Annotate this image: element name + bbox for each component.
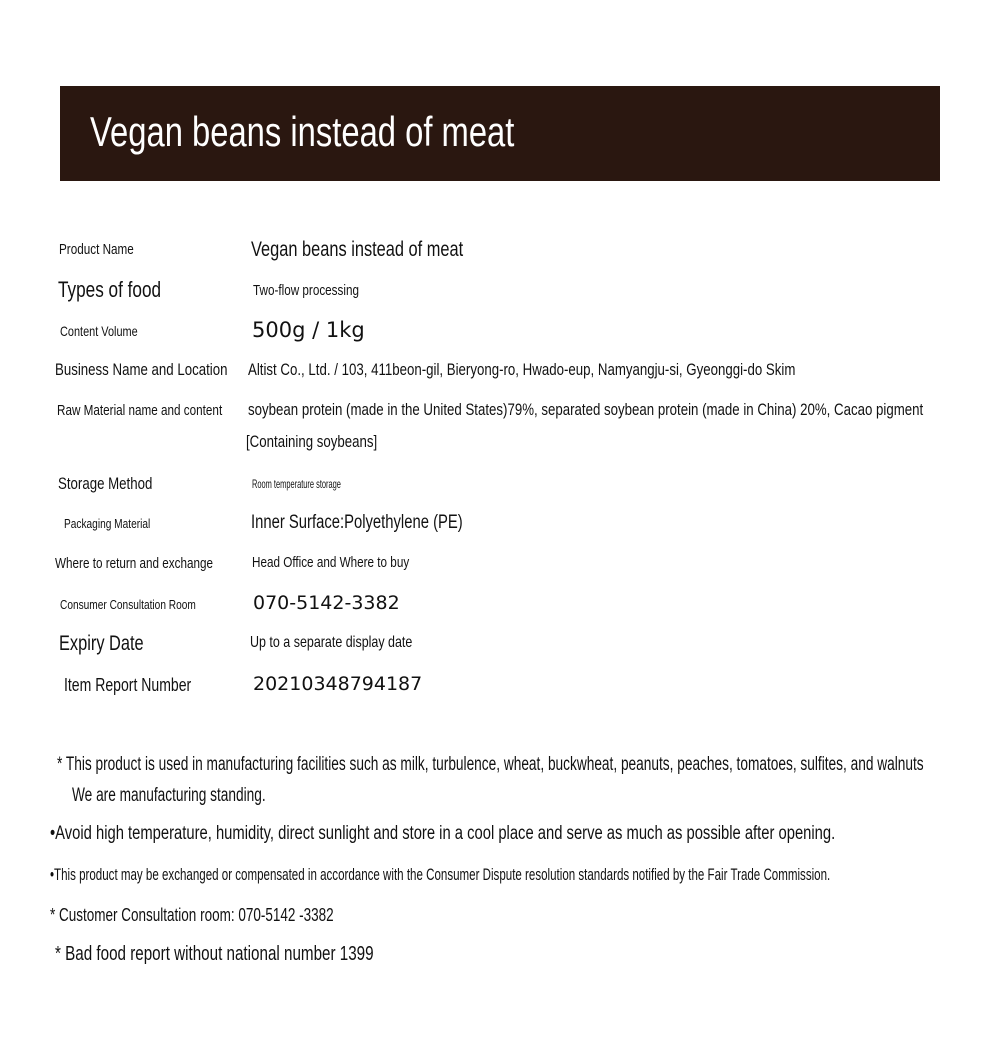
note-storage-advice: •Avoid high temperature, humidity, direct sunlight and store in a cool place and serve as much as possible after opening. xyxy=(50,823,836,844)
row-value-business-name: Altist Co., Ltd. / 103, 411beon-gil, Bieryong-ro, Hwado-eup, Namyangju-si, Gyeonggi-do Skim xyxy=(248,360,796,379)
row-label-consultation-room: Consumer Consultation Room xyxy=(60,597,196,612)
note-exchange-policy: •This product may be exchanged or compensated in accordance with the Consumer Dispute resolution standards notified by the Fair Trade Commission. xyxy=(50,865,831,884)
row-label-expiry-date: Expiry Date xyxy=(59,632,144,655)
row-value-return-exchange: Head Office and Where to buy xyxy=(252,554,410,571)
page-title: Vegan beans instead of meat xyxy=(90,108,515,155)
row-value-packaging-material: Inner Surface:Polyethylene (PE) xyxy=(251,512,463,533)
row-label-item-report-number: Item Report Number xyxy=(64,675,192,695)
note-facility-allergen: * This product is used in manufacturing facilities such as milk, turbulence, wheat, buckwheat, peanuts, peaches, tomatoes, sulfites, and walnuts xyxy=(57,754,924,775)
row-label-product-name: Product Name xyxy=(59,241,134,258)
row-value-item-report-number: 20210348794187 xyxy=(253,673,423,695)
row-value-raw-material-allergen: [Containing soybeans] xyxy=(246,432,378,451)
row-value-expiry-date: Up to a separate display date xyxy=(250,634,413,651)
note-customer-consultation: * Customer Consultation room: 070-5142 -3382 xyxy=(50,905,334,925)
row-label-business-name: Business Name and Location xyxy=(55,360,228,379)
title-banner xyxy=(60,86,940,181)
row-label-storage-method: Storage Method xyxy=(58,474,153,493)
row-value-consultation-room: 070-5142-3382 xyxy=(253,592,400,614)
row-value-product-name: Vegan beans instead of meat xyxy=(251,238,464,261)
row-value-content-volume: 500g / 1kg xyxy=(252,318,365,342)
note-facility-allergen-cont: We are manufacturing standing. xyxy=(72,785,266,806)
row-value-types-of-food: Two-flow processing xyxy=(253,282,359,299)
row-label-content-volume: Content Volume xyxy=(60,323,138,339)
note-bad-food-report: * Bad food report without national number 1399 xyxy=(55,943,374,965)
row-label-raw-material: Raw Material name and content xyxy=(57,402,223,419)
row-label-return-exchange: Where to return and exchange xyxy=(55,555,214,572)
row-value-raw-material: soybean protein (made in the United States)79%, separated soybean protein (made in China) 20%, Cacao pigment xyxy=(248,400,924,419)
row-label-packaging-material: Packaging Material xyxy=(64,516,151,531)
row-value-storage-method: Room temperature storage xyxy=(252,477,341,491)
row-label-types-of-food: Types of food xyxy=(58,277,162,302)
